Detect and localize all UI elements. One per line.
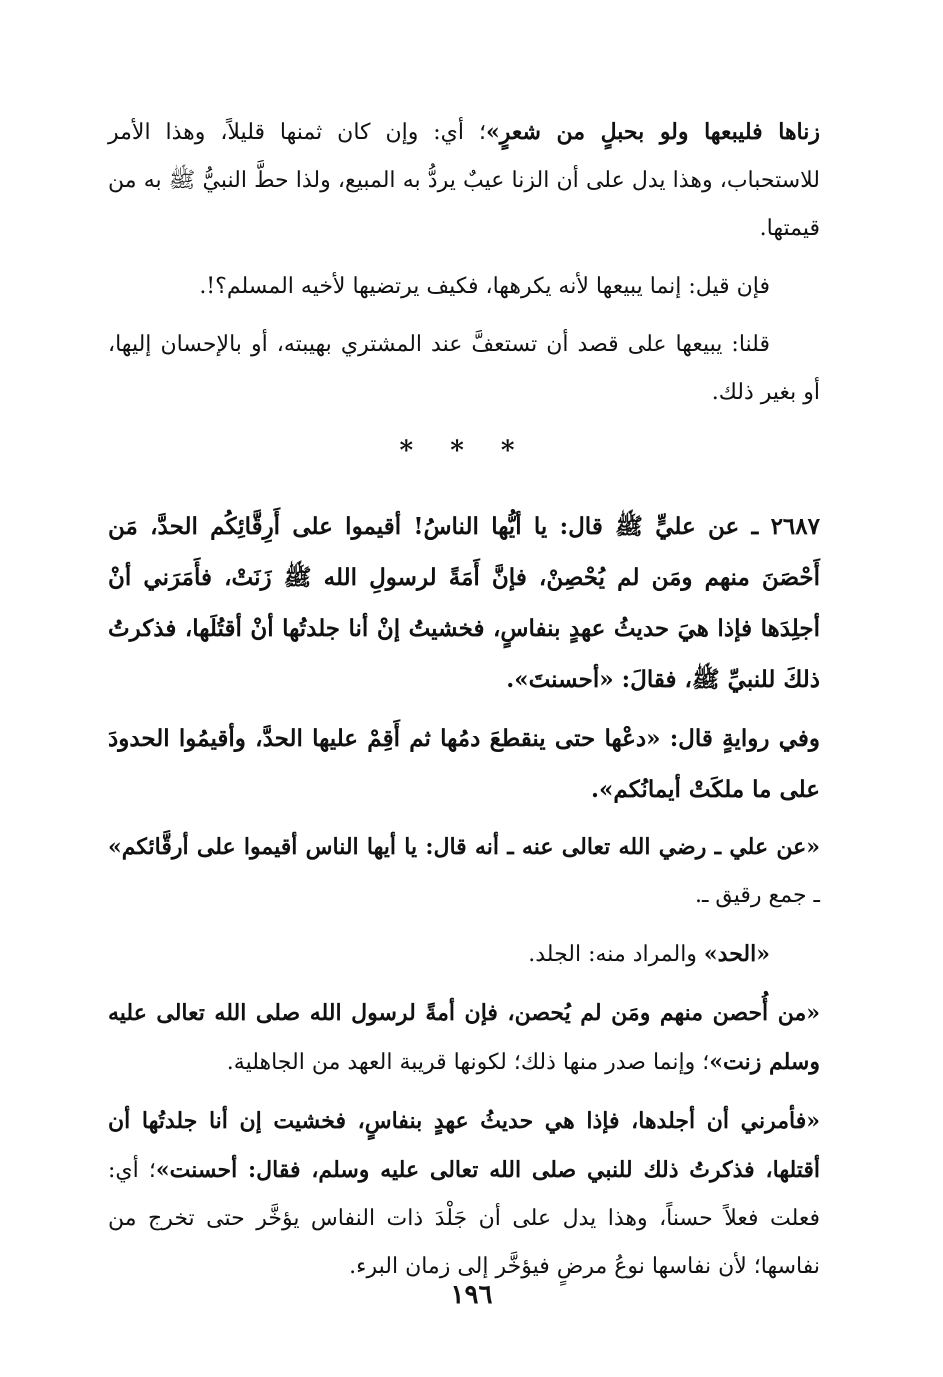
- explanation-text: ؛ أي: وإن كان ثمنها قليلاً، وهذا الأمر للاستحباب، وهذا يدل على أن الزنا عيبٌ يردُّ به المبيع، ولذا حطَّ النبيُّ ﷺ به من قيمتها.: [108, 120, 820, 241]
- page-body: [108, 108, 820, 1301]
- quoted-text: «عن علي ـ رضي الله تعالى عنه ـ أنه قال: يا أيها الناس أقيموا على أرقَّائكم»: [108, 834, 820, 860]
- explanation-text: ؛ وإنما صدر منها ذلك؛ لكونها قريبة العهد من الجاهلية.: [226, 1050, 710, 1075]
- quoted-text: «الحد»: [703, 941, 770, 967]
- commentary-paragraph-6: [108, 989, 820, 1087]
- hadith-variant: وفي روايةٍ قال: «دعْها حتى ينقطعَ دمُها ثم أَقِمْ عليها الحدَّ، وأقيمُوا الحدودَ على ما ملكَتْ أيمانُكم».: [108, 725, 820, 803]
- explanation-text: ؛ أي: فعلت فعلاً حسناً، وهذا يدل على أن جَلْدَ ذات النفاس يؤخَّر حتى تخرج من نفاسها؛ لأن نفاسها نوعُ مرضٍ فيؤخَّر إلى زمان البرء.: [108, 1158, 820, 1279]
- commentary-paragraph-3: قلنا: يبيعها على قصد أن تستعفَّ عند المشتري بهيبته، أو بالإحسان إليها، أو بغير ذلك.: [108, 332, 820, 405]
- quoted-text: «فأمرني أن أجلدها، فإذا هي حديثُ عهدٍ بنفاسٍ، فخشيت إن أنا جلدتُها أن أقتلها، فذكرتُ ذلك للنبي صلى الله تعالى عليه وسلم، فقال: أحسنت»: [108, 1108, 821, 1183]
- hadith-main: ٢٦٨٧ ـ عن عليٍّ ﷺ قال: يا أيُّها الناسُ! أقيموا على أَرِقَّائِكُم الحدَّ، مَن أَحْصَنَ منهم ومَن لم يُحْصِنْ، فإنَّ أَمَةً لرسولِ الله ﷺ زَنَتْ، فأَمَرَني أنْ أجلِدَها فإذا هيَ حديثُ عهدٍ بنفاسٍ، فخشيتُ إنْ أنا جلدتُها أنْ أقتُلَها، فذكرتُ ذلكَ للنبيِّ ﷺ، فقالَ: «أحسنتَ».: [108, 513, 820, 693]
- explanation-text: ـ جمع رقيق ـ.: [694, 883, 820, 908]
- commentary-paragraph-7: [108, 1097, 820, 1291]
- commentary-paragraph-4: [108, 823, 820, 920]
- commentary-paragraph-1: [108, 108, 820, 253]
- quoted-text: زناها فليبعها ولو بحبلٍ من شعرٍ»: [485, 119, 820, 145]
- commentary-paragraph-2: فإن قيل: إنما يبيعها لأنه يكرهها، فكيف يرتضيها لأخيه المسلم؟!.: [199, 274, 770, 299]
- quoted-text: «من أُحصن منهم ومَن لم يُحصن، فإن أمةً لرسول الله صلى الله تعالى عليه وسلم زنت»: [108, 1000, 820, 1075]
- commentary-paragraph-5: [108, 930, 820, 979]
- explanation-text: والمراد منه: الجلد.: [528, 942, 704, 967]
- section-separator: * * *: [399, 436, 529, 466]
- page-number: ١٩٦: [450, 1280, 493, 1310]
